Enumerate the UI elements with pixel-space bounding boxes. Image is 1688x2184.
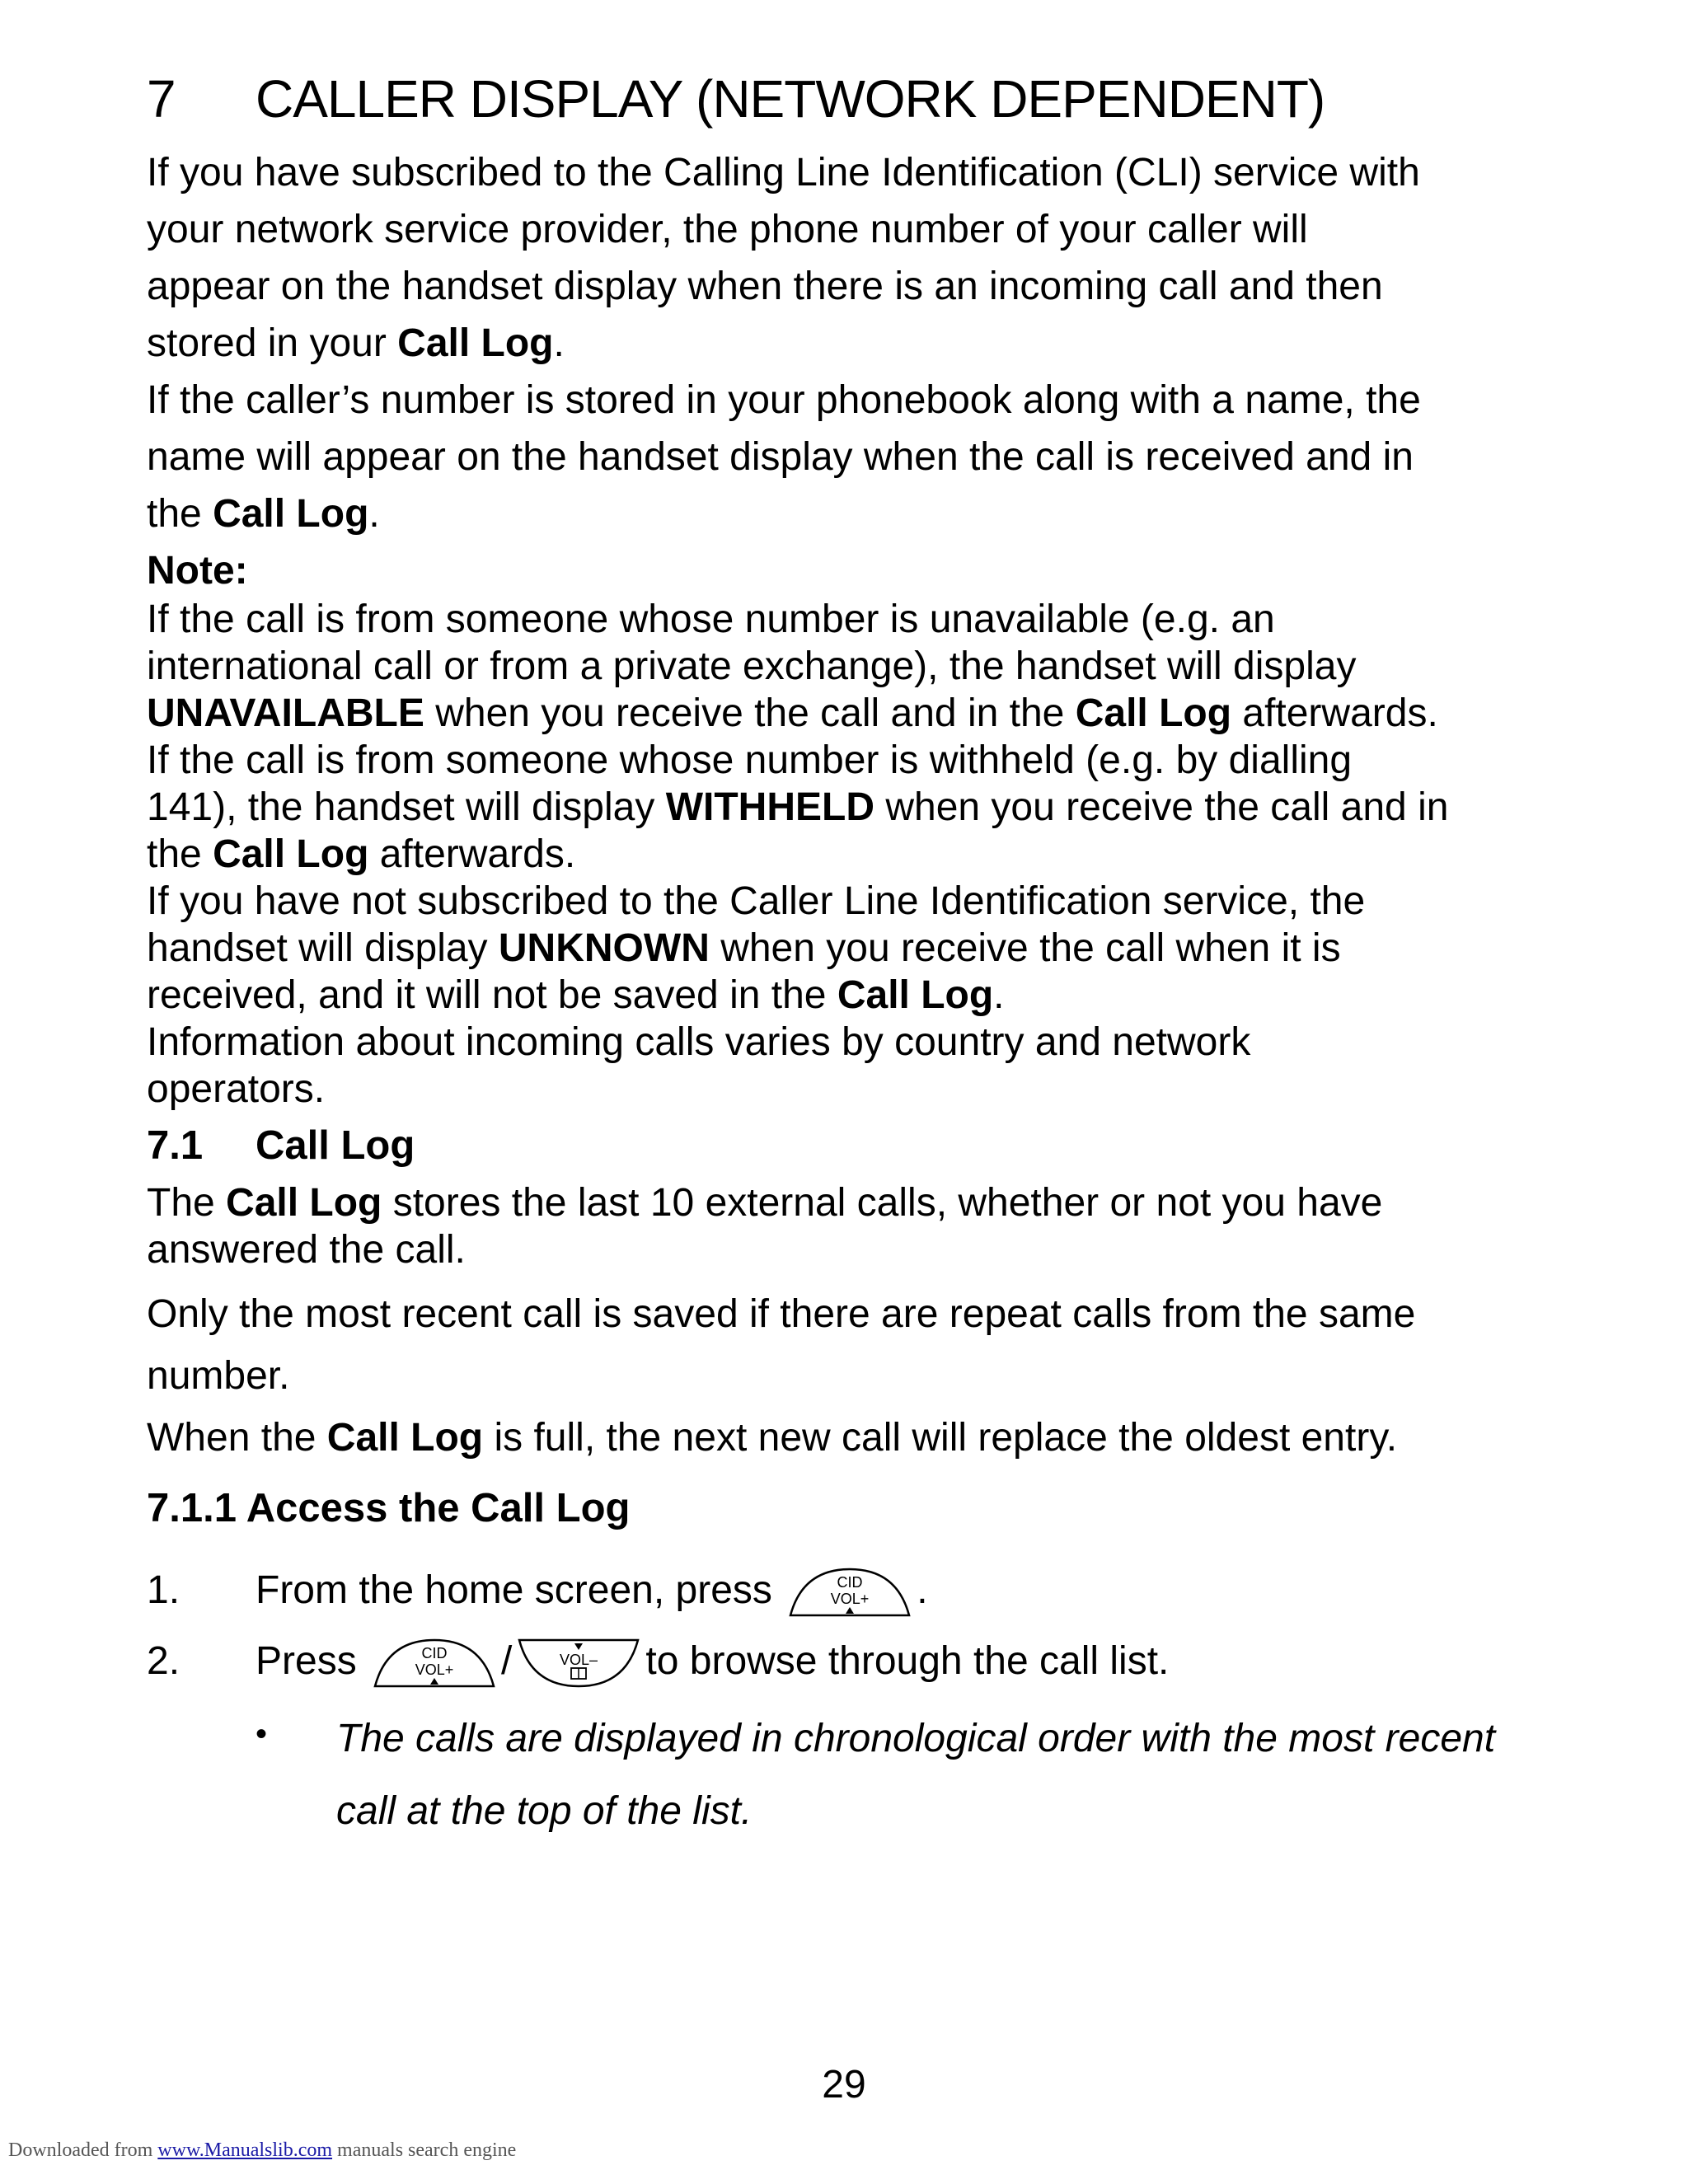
cid-vol-up-key-icon (788, 1566, 912, 1619)
step-number: 2. (147, 1639, 181, 1683)
subsection-title: Call Log (256, 1123, 415, 1168)
note-line: If the call is from someone whose number is unavailable (e.g. an (147, 598, 1275, 641)
down-arrow-icon (574, 1643, 583, 1650)
body-line: number. (147, 1354, 290, 1398)
key-label-bottom: VOL+ (415, 1661, 454, 1679)
key-label-bottom: VOL+ (830, 1591, 870, 1608)
call-log-term: Call Log (837, 973, 994, 1017)
note-line: operators. (147, 1067, 326, 1111)
bullet-text: The calls are displayed in chronological order with the most recent call at the top of the list. (336, 1717, 1496, 1833)
section-heading (147, 68, 1325, 130)
step-1: 1. From the home screen, press CID VOL+ . (147, 1563, 928, 1619)
download-footer: Downloaded from www.Manualslib.com manuals search engine (8, 2139, 517, 2161)
cid-vol-up-key-icon (373, 1637, 496, 1690)
intro-line: If you have subscribed to the Calling Line Identification (CLI) service with (147, 151, 1420, 194)
key-label-top: CID (837, 1574, 863, 1591)
note-line: Information about incoming calls varies by country and network (147, 1020, 1251, 1064)
withheld-term: WITHHELD (665, 785, 874, 829)
subsubsection-title: Access the Call Log (246, 1486, 631, 1530)
note-line: received, and it will not be saved in the Call Log. (147, 973, 1005, 1017)
intro-line: appear on the handset display when there is an incoming call and then (147, 265, 1383, 308)
section-number: 7 (147, 69, 176, 129)
call-log-term: Call Log (1075, 691, 1232, 735)
intro-line: your network service provider, the phone number of your caller will (147, 208, 1308, 251)
page-number: 29 (822, 2063, 866, 2107)
note-line: handset will display UNKNOWN when you receive the call when it is (147, 926, 1341, 970)
bullet-icon: • (256, 1716, 268, 1752)
intro-line: the Call Log. (147, 492, 380, 536)
note-label: Note: (147, 549, 248, 593)
note-line: the Call Log afterwards. (147, 832, 576, 876)
step-number: 1. (147, 1568, 181, 1612)
note-line: If you have not subscribed to the Caller Line Identification service, the (147, 879, 1366, 923)
step-text: From the home screen, press (256, 1568, 772, 1612)
manualslib-link[interactable]: www.Manualslib.com (157, 2139, 333, 2161)
subsection-number: 7.1 (147, 1123, 204, 1168)
call-log-term: Call Log (213, 492, 369, 536)
subsubsection-heading (147, 1485, 630, 1531)
intro-line: If the caller’s number is stored in your phonebook along with a name, the (147, 378, 1421, 422)
body-line: answered the call. (147, 1228, 466, 1272)
subsubsection-number: 7.1.1 (147, 1486, 237, 1530)
up-arrow-icon (846, 1607, 854, 1614)
note-line: UNAVAILABLE when you receive the call and in the Call Log afterwards. (147, 691, 1438, 735)
body-line: When the Call Log is full, the next new call will replace the oldest entry. (147, 1416, 1398, 1460)
note-line: international call or from a private exchange), the handset will display (147, 644, 1357, 688)
call-log-term: Call Log (213, 832, 369, 876)
note-line: 141), the handset will display WITHHELD when you receive the call and in (147, 785, 1449, 829)
intro-line: name will appear on the handset display when the call is received and in (147, 435, 1414, 479)
bullet-item (147, 1708, 1548, 1872)
up-arrow-icon (430, 1678, 438, 1685)
unknown-term: UNKNOWN (498, 926, 710, 970)
note-line: If the call is from someone whose number is withheld (e.g. by dialling (147, 738, 1353, 782)
step-text: to browse through the call list. (645, 1639, 1170, 1683)
vol-down-phonebook-key-icon (517, 1637, 640, 1690)
call-log-term: Call Log (397, 321, 554, 365)
step-text: Press (256, 1639, 357, 1683)
body-line: Only the most recent call is saved if there are repeat calls from the same (147, 1292, 1416, 1336)
unavailable-term: UNAVAILABLE (147, 691, 424, 735)
call-log-term: Call Log (326, 1416, 484, 1460)
intro-line: stored in your Call Log. (147, 321, 565, 365)
section-title: CALLER DISPLAY (NETWORK DEPENDENT) (256, 69, 1325, 129)
subsection-heading (147, 1122, 415, 1169)
key-separator: / (501, 1639, 513, 1683)
call-log-term: Call Log (226, 1181, 382, 1225)
step-2 (147, 1633, 1169, 1690)
key-label-top: CID (421, 1645, 448, 1662)
key-label-top: VOL– (560, 1652, 598, 1669)
body-line: The Call Log stores the last 10 external calls, whether or not you have (147, 1181, 1383, 1225)
